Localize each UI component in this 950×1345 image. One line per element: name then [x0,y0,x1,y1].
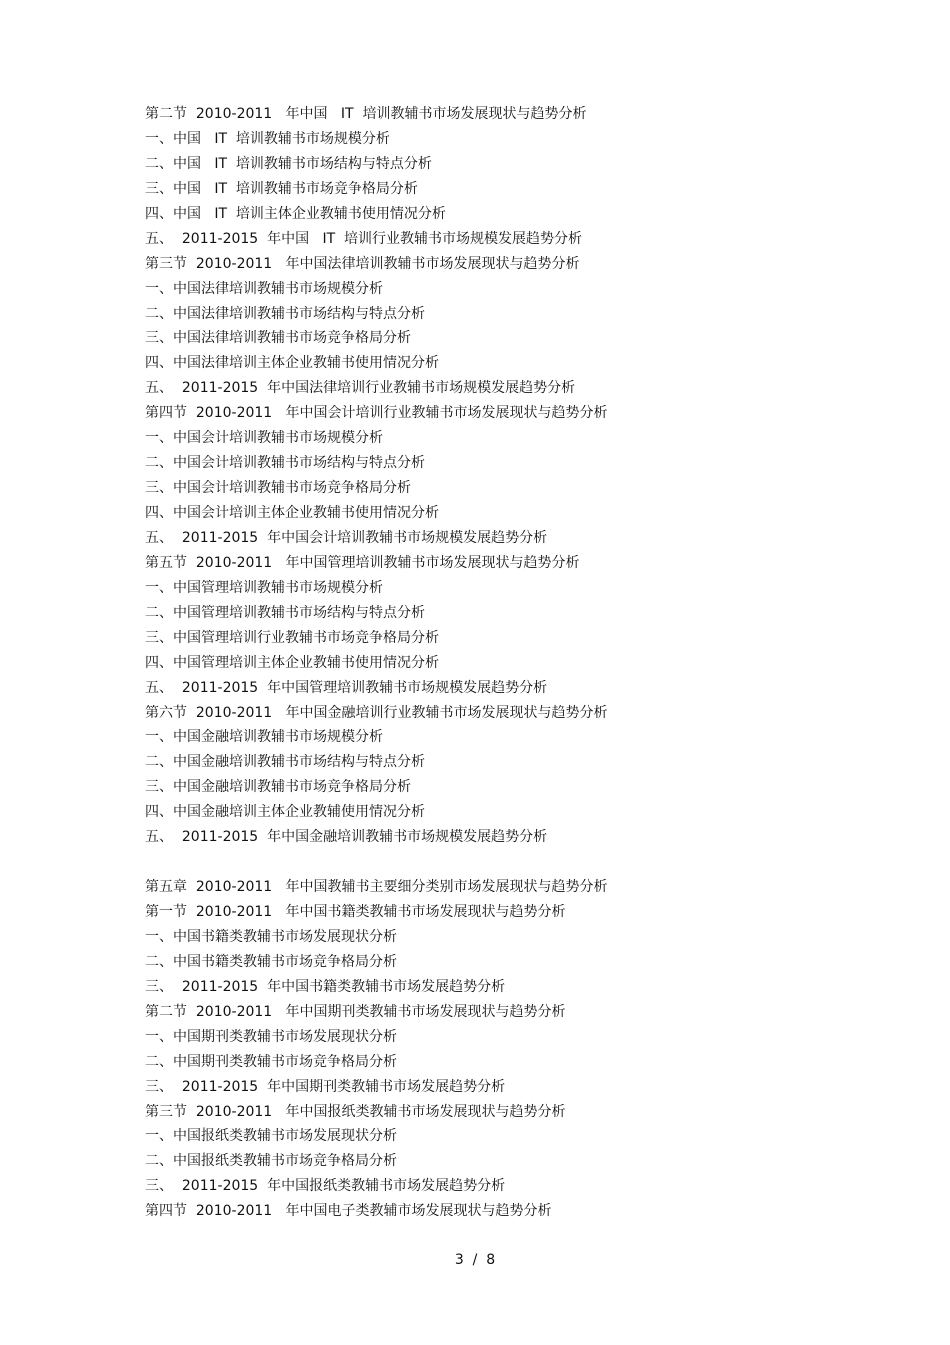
toc-line: 第三节 2010-2011 年中国法律培训教辅书市场发展现状与趋势分析 [145,255,580,272]
toc-line: 第五节 2010-2011 年中国管理培训教辅书市场发展现状与趋势分析 [145,554,580,571]
page-number: 3 / 8 [454,1252,496,1268]
toc-line: 五、 2011-2015 年中国会计培训教辅书市场规模发展趋势分析 [145,529,548,546]
toc-line: 第二节 2010-2011 年中国期刊类教辅书市场发展现状与趋势分析 [145,1003,566,1020]
toc-line: 一、中国期刊类教辅书市场发展现状分析 [145,1028,397,1045]
section-gap [145,850,845,875]
toc-line: 二、中国管理培训教辅书市场结构与特点分析 [145,604,425,621]
toc-line: 五、 2011-2015 年中国 IT 培训行业教辅书市场规模发展趋势分析 [145,230,583,247]
toc-line: 三、 2011-2015 年中国书籍类教辅书市场发展趋势分析 [145,978,506,995]
toc-line: 二、中国期刊类教辅书市场竞争格局分析 [145,1053,397,1070]
toc-line: 第四节 2010-2011 年中国电子类教辅市场发展现状与趋势分析 [145,1203,552,1220]
toc-line: 第五章 2010-2011 年中国教辅书主要细分类别市场发展现状与趋势分析 [145,879,608,896]
toc-line: 一、中国 IT 培训教辅书市场规模分析 [145,130,390,147]
toc-line: 二、中国 IT 培训教辅书市场结构与特点分析 [145,155,432,172]
toc-line: 第一节 2010-2011 年中国书籍类教辅书市场发展现状与趋势分析 [145,904,566,920]
toc-line: 四、中国法律培训主体企业教辅书使用情况分析 [145,355,439,372]
toc-line: 三、中国 IT 培训教辅书市场竞争格局分析 [145,180,418,197]
toc-line: 第四节 2010-2011 年中国会计培训行业教辅书市场发展现状与趋势分析 [145,405,608,422]
toc-line: 三、中国管理培训行业教辅书市场竞争格局分析 [145,629,439,646]
toc-line: 四、中国 IT 培训主体企业教辅书使用情况分析 [145,205,446,222]
toc-line: 第二节 2010-2011 年中国 IT 培训教辅书市场发展现状与趋势分析 [145,106,587,122]
table-of-contents [145,102,845,1224]
toc-line: 五、 2011-2015 年中国金融培训教辅书市场规模发展趋势分析 [145,829,548,846]
toc-line: 三、 2011-2015 年中国期刊类教辅书市场发展趋势分析 [145,1078,506,1095]
toc-line: 第六节 2010-2011 年中国金融培训行业教辅书市场发展现状与趋势分析 [145,704,608,721]
toc-line: 二、中国报纸类教辅书市场竞争格局分析 [145,1153,397,1170]
toc-line: 一、中国管理培训教辅书市场规模分析 [145,579,383,596]
toc-line: 三、中国会计培训教辅书市场竞争格局分析 [145,480,411,497]
toc-line: 三、中国法律培训教辅书市场竞争格局分析 [145,330,411,347]
toc-line: 五、 2011-2015 年中国法律培训行业教辅书市场规模发展趋势分析 [145,380,576,397]
toc-line: 三、中国金融培训教辅书市场竞争格局分析 [145,779,411,796]
toc-line: 一、中国法律培训教辅书市场规模分析 [145,280,383,297]
toc-line: 一、中国报纸类教辅书市场发展现状分析 [145,1128,397,1145]
toc-line: 一、中国金融培训教辅书市场规模分析 [145,729,383,746]
toc-line: 二、中国法律培训教辅书市场结构与特点分析 [145,305,425,322]
toc-line: 四、中国管理培训主体企业教辅书使用情况分析 [145,654,439,671]
toc-line: 三、 2011-2015 年中国报纸类教辅书市场发展趋势分析 [145,1178,506,1195]
toc-line: 二、中国会计培训教辅书市场结构与特点分析 [145,455,425,472]
toc-line: 第三节 2010-2011 年中国报纸类教辅书市场发展现状与趋势分析 [145,1103,566,1120]
toc-line: 一、中国书籍类教辅书市场发展现状分析 [145,928,397,945]
toc-line: 四、中国金融培训主体企业教辅使用情况分析 [145,804,425,821]
toc-line: 一、中国会计培训教辅书市场规模分析 [145,430,383,447]
toc-line: 二、中国金融培训教辅书市场结构与特点分析 [145,754,425,771]
toc-line: 四、中国会计培训主体企业教辅书使用情况分析 [145,505,439,521]
toc-line: 二、中国书籍类教辅书市场竞争格局分析 [145,953,397,970]
toc-line: 五、 2011-2015 年中国管理培训教辅书市场规模发展趋势分析 [145,679,548,696]
